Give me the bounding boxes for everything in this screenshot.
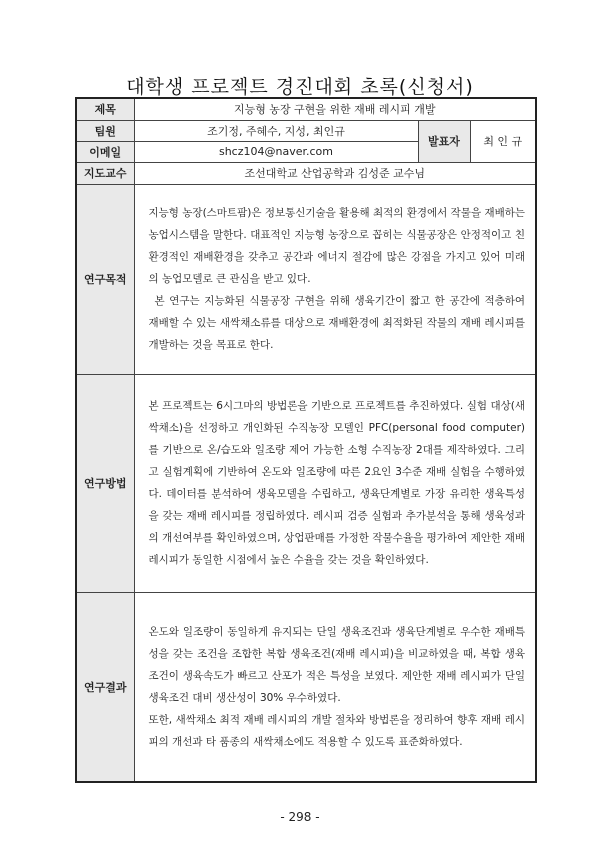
purpose-row	[76, 184, 536, 374]
method-paragraph-1: 본 프로젝트는 6시그마의 방법론을 기반으로 프로젝트를 추진하였다. 실험 대상(새싹채소)을 선정하고 개인화된 수직농장 모델인 PFC(personal food computer)를 기반으로 온/습도와 일조량 제어 가능한 소형 수직농장 2대를 제작하였다. 그리고 실험계획에 기반하여 온도와 일조량에 따른 2요인 3수준 재배 실험을 수행하였다. 데이터를 분석하여 생육모델을 수립하고, 생육단계별로 가장 유리한 생육특성을 갖는 재배 레시피를 정립하였다. 레시피 검증 실험과 추가분석을 통해 생육성과의 개선여부를 확인하였으며, 상업판매를 가정한 작물수율을 평가하여 제안한 재배 레시피가 동일한 시점에서 높은 수율을 갖는 것을 확인하였다.	[148, 400, 526, 566]
abstract-table	[75, 97, 537, 783]
result-paragraph-2: 또한, 새싹채소 최적 재배 레시피의 개발 절차와 방법론을 정리하여 향후 재배 레시피의 개선과 타 품종의 새싹채소에도 적용할 수 있도록 표준화하였다.	[148, 713, 526, 748]
email-label: 이메일	[76, 141, 134, 162]
team-label: 팀원	[76, 120, 134, 141]
title-row	[76, 98, 536, 120]
result-row	[76, 592, 536, 782]
purpose-body	[134, 184, 536, 374]
title-value: 지능형 농장 구현을 위한 재배 레시피 개발	[134, 98, 536, 120]
presenter-label: 발표자	[418, 120, 470, 162]
result-body	[134, 592, 536, 782]
page-title: 대학생 프로젝트 경진대회 초록(신청서)	[126, 76, 474, 98]
team-row	[76, 120, 536, 141]
method-row	[76, 374, 536, 592]
purpose-paragraph-2: 본 연구는 지능화된 식물공장 구현을 위해 생육기간이 짧고 한 공간에 적층하여 재배할 수 있는 새싹채소류를 대상으로 재배환경에 최적화된 작물의 재배 레시피를 개발하는 것을 목표로 한다.	[148, 295, 526, 351]
advisor-label: 지도교수	[76, 162, 134, 184]
team-value: 조기정, 주혜수, 지성, 최인규	[134, 120, 418, 141]
advisor-row	[76, 162, 536, 184]
purpose-paragraph-1: 지능형 농장(스마트팜)은 정보통신기술을 활용해 최적의 환경에서 작물을 재배하는 농업시스템을 말한다. 대표적인 지능형 농장으로 꼽히는 식물공장은 안정적이고 친환경적인 재배환경을 갖추고 공간과 에너지 절감에 많은 강점을 가지고 있어 미래의 농업모델로 큰 관심을 받고 있다.	[148, 207, 526, 285]
method-body	[134, 374, 536, 592]
page-number: - 298 -	[280, 810, 320, 824]
advisor-value: 조선대학교 산업공학과 김성준 교수님	[134, 162, 536, 184]
result-paragraph-1: 온도와 일조량이 동일하게 유지되는 단일 생육조건과 생육단계별로 우수한 재배특성을 갖는 조건을 조합한 복합 생육조건(재배 레시피)을 비교하였을 때, 복합 생육조건이 생육속도가 빠르고 산포가 적은 특성을 보였다. 제안한 재배 레시피가 단일생육조건 대비 생산성이 30% 우수하였다.	[148, 625, 526, 704]
method-label: 연구방법	[76, 374, 134, 592]
title-label: 제목	[76, 98, 134, 120]
purpose-label: 연구목적	[76, 184, 134, 374]
email-value: shcz104@naver.com	[134, 141, 418, 162]
presenter-value: 최 인 규	[470, 120, 536, 162]
result-label: 연구결과	[76, 592, 134, 782]
